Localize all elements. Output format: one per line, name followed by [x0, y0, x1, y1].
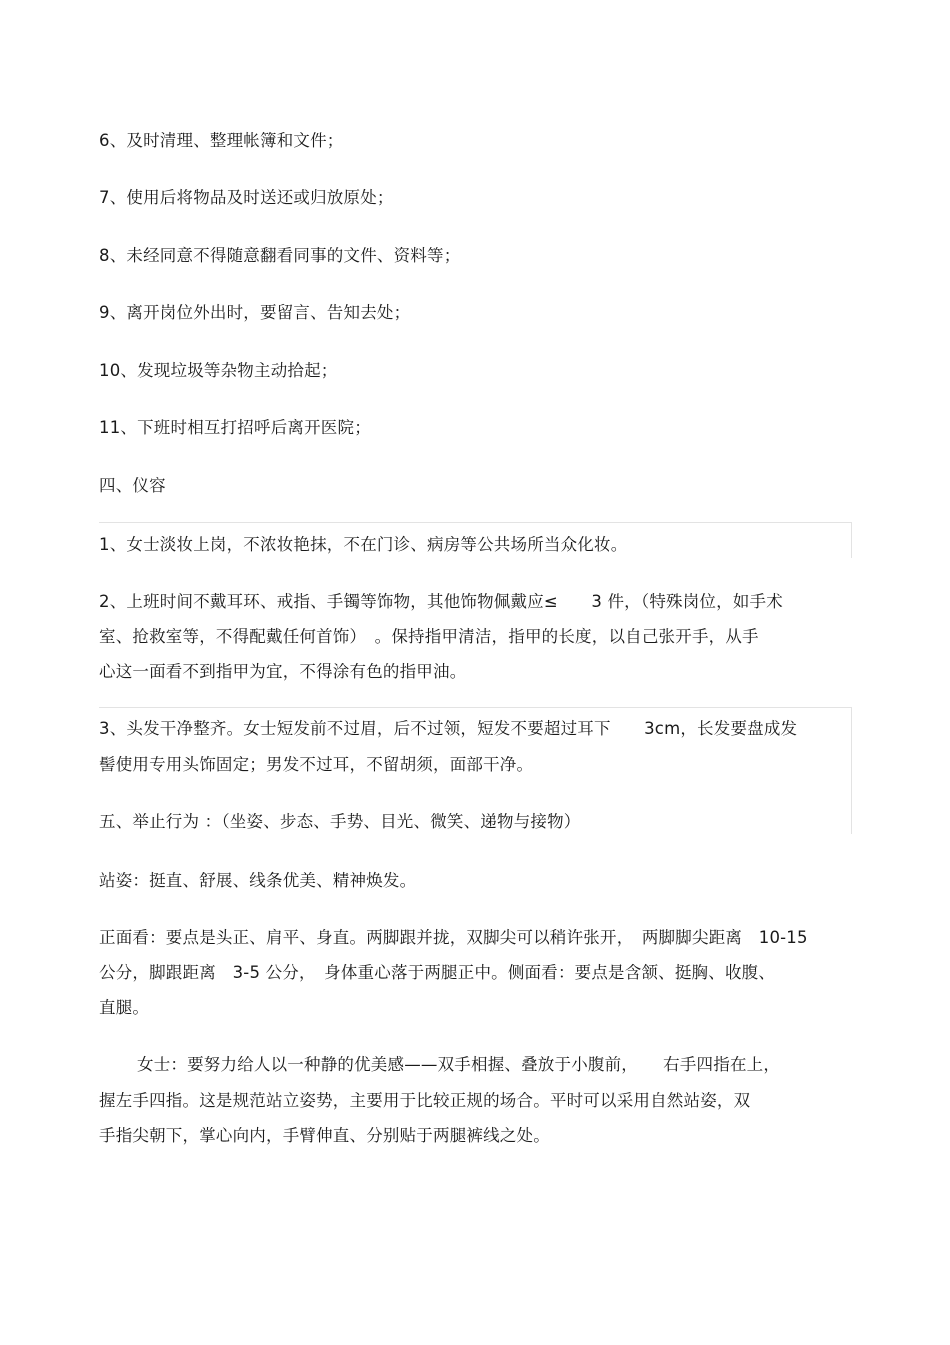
paragraph-line: 髻使用专用头饰固定；男发不过耳，不留胡须，面部干净。 — [99, 755, 534, 774]
section-heading: 四、仪容 — [99, 476, 166, 495]
paragraph-line: 2、上班时间不戴耳环、戒指、手镯等饰物，其他饰物佩戴应≤ 3 件，（特殊岗位，如手术 — [99, 592, 783, 611]
paragraph-line: 直腿。 — [99, 998, 150, 1017]
paragraph-line: 心这一面看不到指甲为宜，不得涂有色的指甲油。 — [99, 662, 467, 681]
list-item: 11、下班时相互打招呼后离开医院； — [99, 418, 371, 437]
divider — [851, 522, 852, 558]
list-item: 10、发现垃圾等杂物主动拾起； — [99, 361, 338, 380]
section-heading: 五、举止行为 ：（坐姿、步态、手势、目光、微笑、递物与接物） — [99, 812, 581, 831]
paragraph-line: 室、抢救室等，不得配戴任何首饰） 。保持指甲清洁，指甲的长度，以自己张开手，从手 — [99, 627, 759, 646]
paragraph-line: 握左手四指。这是规范站立姿势，主要用于比较正规的场合。平时可以采用自然站姿，双 — [99, 1091, 751, 1110]
paragraph-line: 3、头发干净整齐。女士短发前不过眉，后不过领，短发不要超过耳下 3cm，长发要盘成发 — [99, 719, 798, 738]
paragraph-line: 站姿：挺直、舒展、线条优美、精神焕发。 — [99, 871, 417, 890]
list-item: 9、离开岗位外出时，要留言、告知去处； — [99, 303, 411, 322]
list-item: 8、未经同意不得随意翻看同事的文件、资料等； — [99, 246, 461, 265]
paragraph-line: 正面看：要点是头正、肩平、身直。两脚跟并拢，双脚尖可以稍许张开， 两脚脚尖距离 10-15 — [99, 928, 808, 947]
list-item: 6、及时清理、整理帐簿和文件； — [99, 131, 344, 150]
divider — [99, 522, 852, 523]
paragraph-line: 手指尖朝下，掌心向内，手臂伸直、分别贴于两腿裤线之处。 — [99, 1126, 550, 1145]
list-item: 7、使用后将物品及时送还或归放原处； — [99, 188, 394, 207]
divider — [99, 707, 852, 708]
paragraph-line: 公分，脚跟距离 3-5 公分， 身体重心落于两腿正中。侧面看：要点是含颔、挺胸、收腹、 — [99, 963, 776, 982]
list-item: 1、女士淡妆上岗，不浓妆艳抹，不在门诊、病房等公共场所当众化妆。 — [99, 535, 628, 554]
divider — [851, 707, 852, 834]
paragraph-line: 女士：要努力给人以一种静的优美感——双手相握、叠放于小腹前， 右手四指在上， — [137, 1055, 781, 1074]
